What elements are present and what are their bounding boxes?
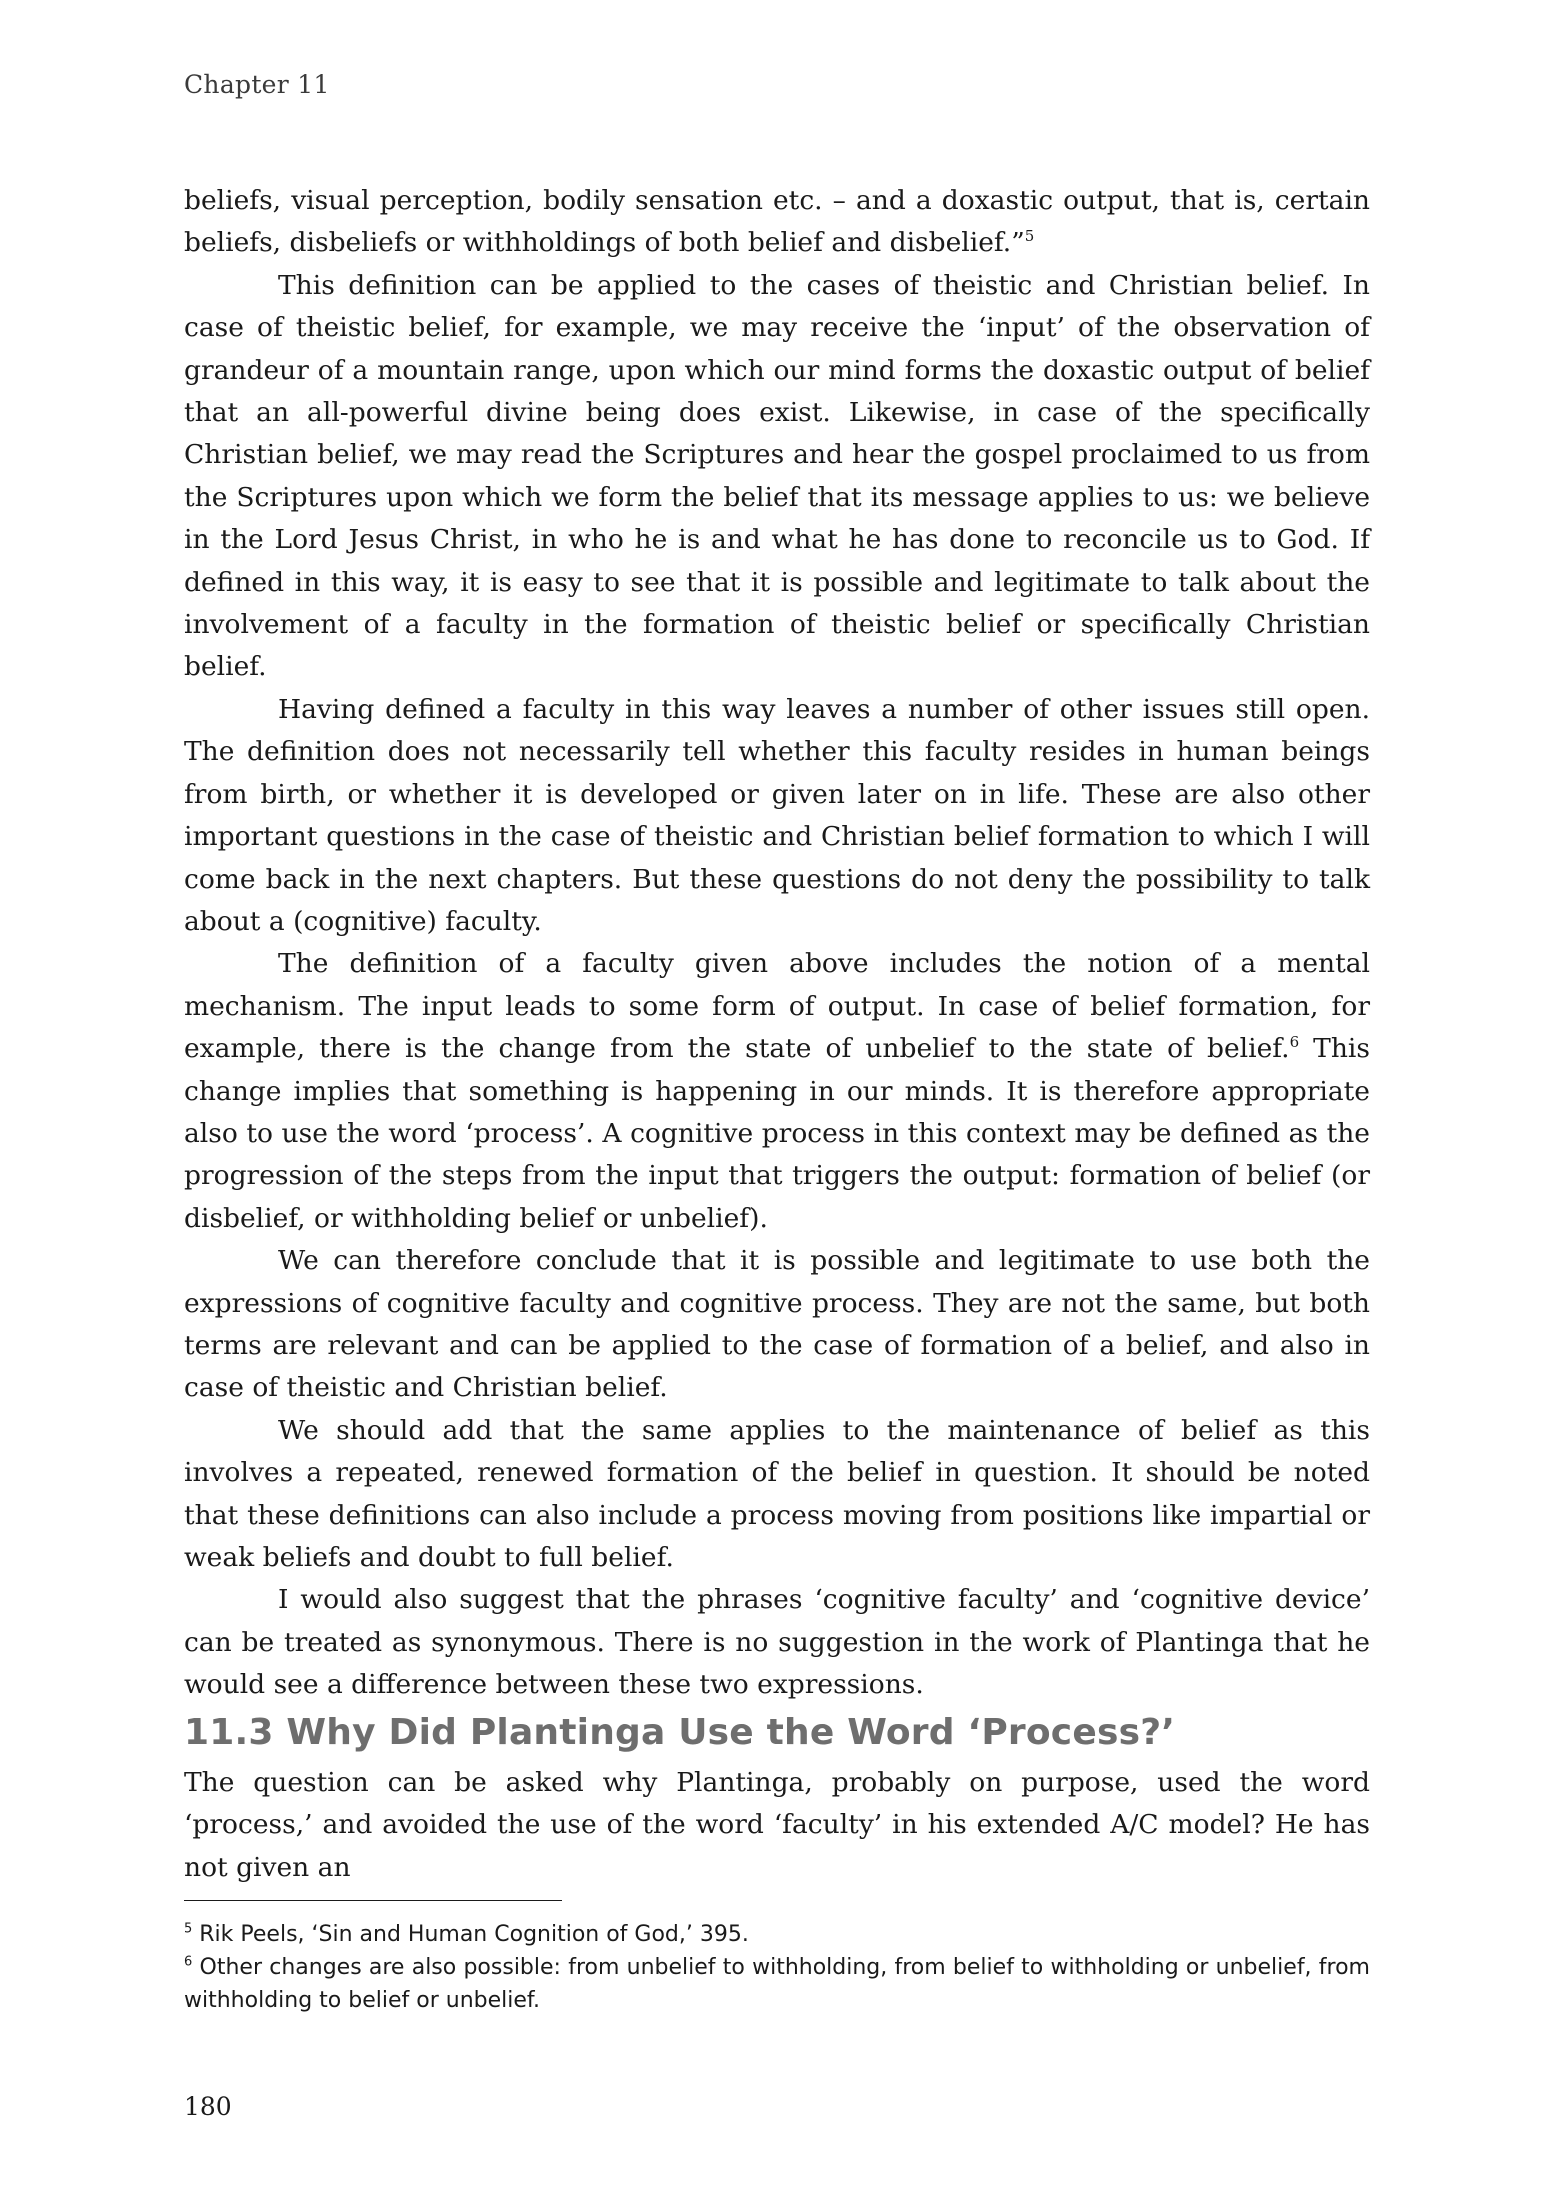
paragraph-1 xyxy=(184,180,1370,265)
paragraph-4 xyxy=(184,943,1370,1240)
paragraph-4-text-before: The definition of a faculty given above includes the notion of a mental mechanism. The input leads to some form of output. In case of belief formation, for example, there is the change from the state of unbelief to the state of belief. xyxy=(184,948,1370,1065)
page-number: 180 xyxy=(184,2092,232,2121)
paragraph-3: Having defined a faculty in this way leaves a number of other issues still open. The definition does not necessarily tell whether this faculty resides in human beings from birth, or whether it is developed or given later on in life. These are also other important questions in the case of theistic and Christian belief formation to which I will come back in the next chapters. But these questions do not deny the possibility to talk about a (cognitive) faculty. xyxy=(184,693,1370,937)
footnote-6 xyxy=(184,1951,1370,2017)
section-paragraph: The question can be asked why Plantinga, probably on purpose, used the word ‘process,’ and avoided the use of the word ‘faculty’ in his extended A/C model? He has not given an xyxy=(184,1767,1370,1883)
paragraph-4-text-after: This change implies that something is happening in our minds. It is therefore appropriate also to use the word ‘process’. A cognitive process in this context may be defined as the progression of the steps from the input that triggers the output: formation of belief (or disbelief, or withholding belief or unbelief). xyxy=(184,1033,1370,1234)
footnote-5 xyxy=(184,1918,1370,1951)
paragraph-2: This definition can be applied to the cases of theistic and Christian belief. In case of theistic belief, for example, we may receive the ‘input’ of the observation of grandeur of a mountain range, upon which our mind forms the doxastic output of belief that an all-powerful divine being does exist. Likewise, in case of the specifically Christian belief, we may read the Scriptures and hear the gospel proclaimed to us from the Scriptures upon which we form the belief that its message applies to us: we believe in the Lord Jesus Christ, in who he is and what he has done to reconcile us to God. If defined in this way, it is easy to see that it is possible and legitimate to talk about the involvement of a faculty in the formation of theistic belief or specifically Christian belief. xyxy=(184,269,1370,683)
footnote-divider xyxy=(184,1900,562,1901)
paragraph-7: I would also suggest that the phrases ‘cognitive faculty’ and ‘cognitive device’ can be treated as synonymous. There is no suggestion in the work of Plantinga that he would see a difference between these two expressions. xyxy=(184,1584,1370,1701)
paragraph-1-text: beliefs, visual perception, bodily sensation etc. – and a doxastic output, that is, certain beliefs, disbeliefs or withholdings of both belief and disbelief.” xyxy=(184,185,1370,259)
paragraph-6: We should add that the same applies to the maintenance of belief as this involves a repeated, renewed formation of the belief in question. It should be noted that these definitions can also include a process moving from positions like impartial or weak beliefs and doubt to full belief. xyxy=(184,1414,1370,1573)
footnote-5-mark: 5 xyxy=(184,1921,193,1937)
footnote-6-text: Other changes are also possible: from unbelief to withholding, from belief to withholding or unbelief, from withholding to belief or unbelief. xyxy=(184,1955,1370,2013)
footnotes xyxy=(184,1918,1370,2017)
footnote-ref-6[interactable]: 6 xyxy=(1289,1033,1300,1052)
running-head: Chapter 11 xyxy=(184,70,330,99)
footnote-5-text: Rik Peels, ‘Sin and Human Cognition of God,’ 395. xyxy=(192,1922,749,1947)
footnote-6-mark: 6 xyxy=(184,1954,193,1970)
main-body-text xyxy=(184,180,1370,1707)
paragraph-5: We can therefore conclude that it is possible and legitimate to use both the expressions of cognitive faculty and cognitive process. They are not the same, but both terms are relevant and can be applied to the case of formation of a belief, and also in case of theistic and Christian belief. xyxy=(184,1245,1370,1404)
footnote-ref-5[interactable]: 5 xyxy=(1024,227,1035,246)
section-heading: 11.3 Why Did Plantinga Use the Word ‘Process?’ xyxy=(184,1712,1176,1753)
